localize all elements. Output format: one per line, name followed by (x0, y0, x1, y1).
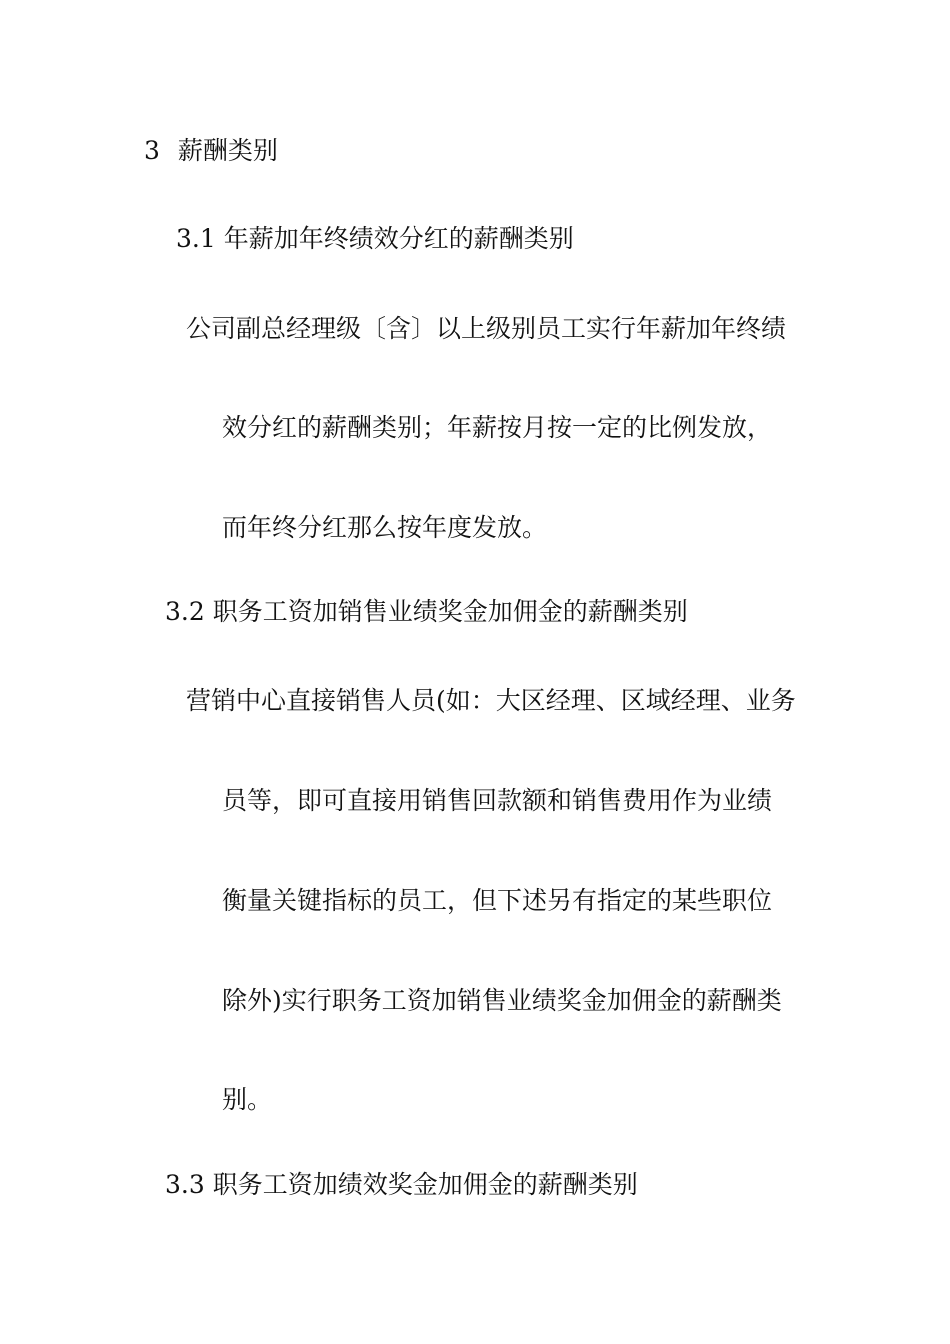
subsection-heading-3-3: 3.3 职务工资加绩效奖金加佣金的薪酬类别 (165, 1170, 638, 1199)
paragraph-line: 而年终分红那么按年度发放。 (222, 513, 548, 542)
section-number: 3 (144, 136, 160, 165)
paragraph-line: 员等，即可直接用销售回款额和销售费用作为业绩 (222, 786, 773, 815)
section-heading (144, 136, 278, 166)
paragraph-line: 效分红的薪酬类别；年薪按月按一定的比例发放， (222, 413, 773, 442)
paragraph-line: 别。 (222, 1085, 273, 1114)
paragraph-line: 除外)实行职务工资加销售业绩奖金加佣金的薪酬类 (222, 986, 782, 1015)
subsection-heading-3-2: 3.2 职务工资加销售业绩奖金加佣金的薪酬类别 (165, 597, 688, 626)
paragraph-line: 公司副总经理级〔含〕以上级别员工实行年薪加年终绩 (186, 314, 787, 343)
subsection-heading-3-1: 3.1 年薪加年终绩效分红的薪酬类别 (176, 224, 574, 253)
paragraph-line: 营销中心直接销售人员(如：大区经理、区域经理、业务 (186, 686, 796, 715)
paragraph-line: 衡量关键指标的员工，但下述另有指定的某些职位 (222, 886, 773, 915)
section-title: 薪酬类别 (177, 136, 278, 165)
